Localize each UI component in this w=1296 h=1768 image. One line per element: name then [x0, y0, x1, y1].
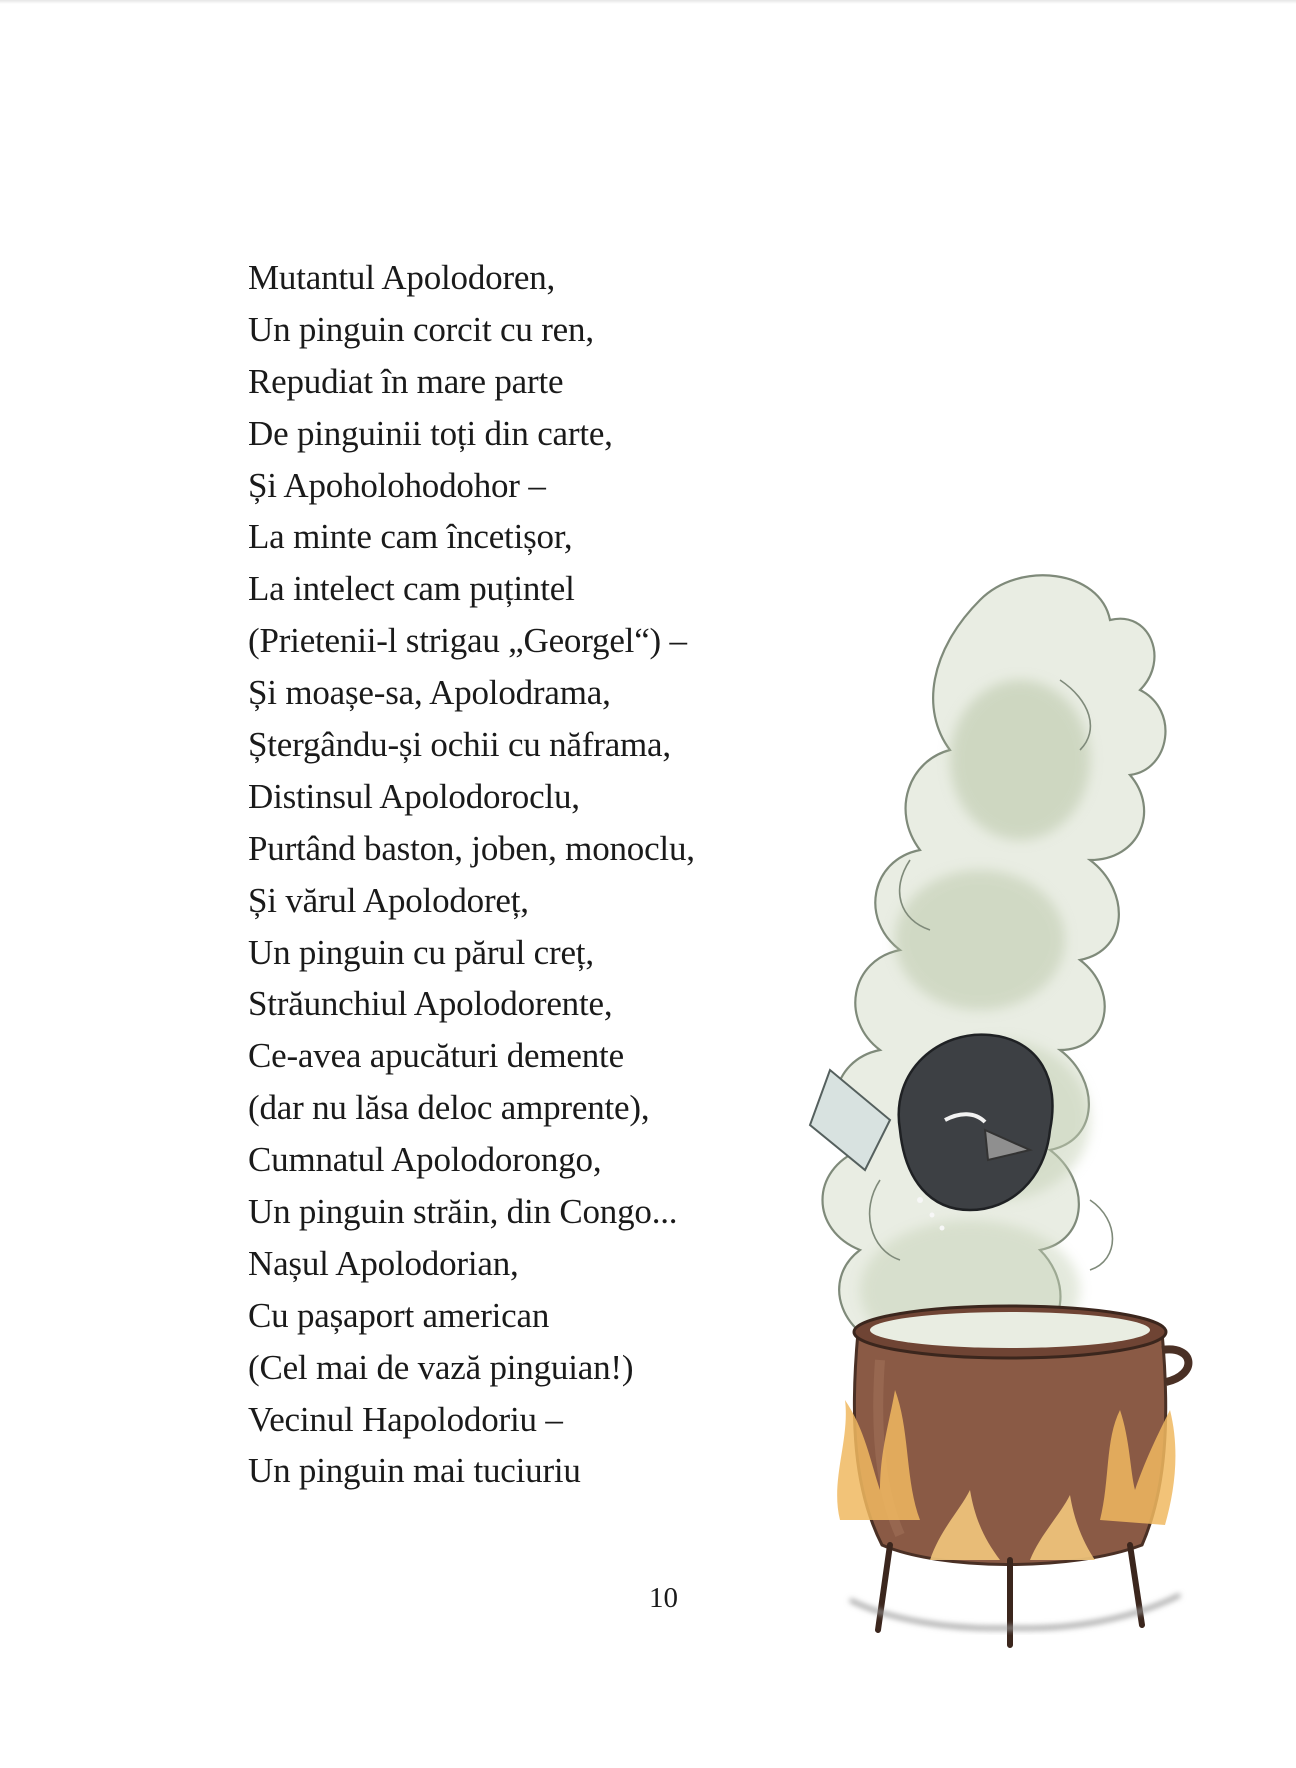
poem-line: Străunchiul Apolodorente,	[248, 984, 613, 1024]
poem-line: Și Apoholohodohor –	[248, 465, 546, 505]
poem-line: Și moașe-sa, Apolodrama,	[248, 673, 611, 713]
poem-line: Nașul Apolodorian,	[248, 1243, 519, 1283]
poem-line: Un pinguin mai tuciuriu	[248, 1451, 581, 1491]
page-number: 10	[649, 1582, 678, 1614]
poem-line: Repudiat în mare parte	[248, 361, 564, 401]
poem-line: Cu pașaport american	[248, 1295, 550, 1335]
poem-line: Cumnatul Apolodorongo,	[248, 1140, 602, 1180]
poem-line: (dar nu lăsa deloc amprente),	[248, 1088, 650, 1128]
poem-line: Un pinguin cu părul creț,	[248, 932, 594, 972]
poem-line: (Prietenii-l strigau „Georgel“) –	[248, 621, 687, 661]
poem-line: Distinsul Apolodoroclu,	[248, 776, 580, 816]
poem-line: La intelect cam puțintel	[248, 569, 575, 609]
poem-line: Un pinguin străin, din Congo...	[248, 1192, 678, 1232]
cauldron-illustration	[770, 560, 1290, 1685]
poem-line: Și vărul Apolodoreț,	[248, 880, 529, 920]
poem-line: La minte cam încetișor,	[248, 517, 573, 557]
poem-line: Ștergându-și ochii cu năframa,	[248, 725, 671, 765]
poem-line: Un pinguin corcit cu ren,	[248, 309, 594, 349]
poem-line: Mutantul Apolodoren,	[248, 258, 556, 297]
poem-line: (Cel mai de vază pinguian!)	[248, 1347, 634, 1387]
poem-line: De pinguinii toți din carte,	[248, 413, 613, 453]
poem-line: Vecinul Hapolodoriu –	[248, 1399, 563, 1439]
poem-line: Purtând baston, joben, monoclu,	[248, 828, 695, 868]
page-top-edge	[0, 0, 1296, 4]
poem-line: Ce-avea apucături demente	[248, 1036, 624, 1076]
poem-text	[248, 252, 695, 1497]
